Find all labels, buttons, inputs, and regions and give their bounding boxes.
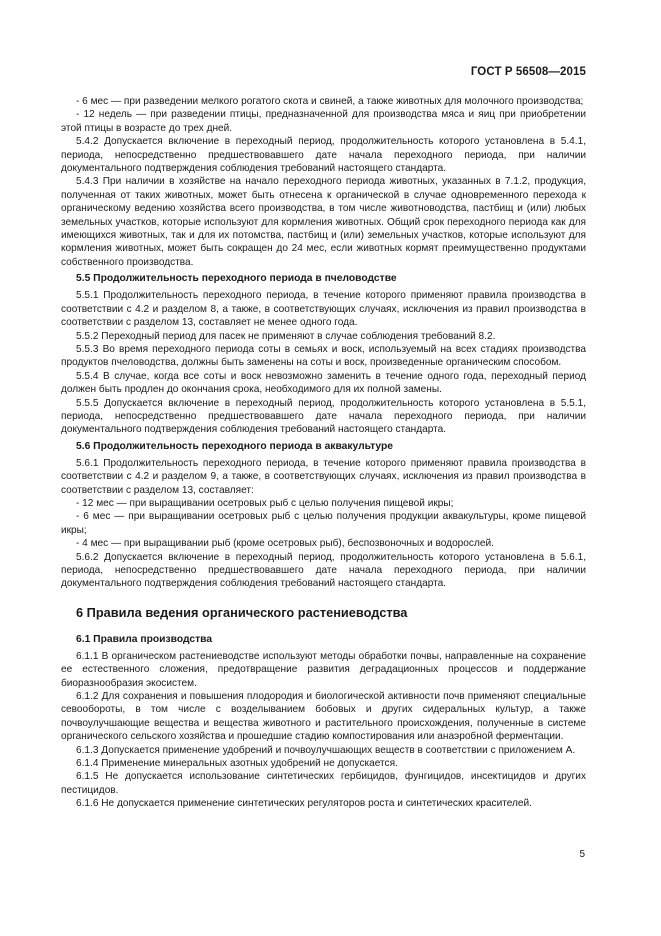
paragraph: 5.5.4 В случае, когда все соты и воск невозможно заменить в течение одного года, переходный период должен быть продлен до окончания срока, необходимого для их полной замены. (61, 370, 586, 396)
page-number: 5 (579, 849, 585, 860)
paragraph: 5.5.2 Переходный период для пасек не применяют в случае соблюдения требований 8.2. (76, 330, 496, 342)
standard-code-header: ГОСТ Р 56508—2015 (470, 66, 586, 78)
subsection-heading-5-5: 5.5 Продолжительность переходного периода в пчеловодстве (76, 273, 397, 285)
section-heading-6: 6 Правила ведения органического растениеводства (76, 604, 408, 620)
paragraph: 6.1.3 Допускается применение удобрений и почвоулучшающих веществ в соответствии с приложением А. (76, 744, 576, 756)
paragraph: - 6 мес — при разведении мелкого рогатого скота и свиней, а также животных для молочного производства; (76, 96, 584, 107)
paragraph: 6.1.4 Применение минеральных азотных удобрений не допускается. (76, 758, 398, 770)
paragraph: 5.5.1 Продолжительность переходного периода, в течение которого применяют правила производства в соответствии с 4.2 и разделом 8, а также, в соответствующих случаях, исключения из правил производства в соответствии с разделом 13, составляет не менее одного года. (61, 290, 586, 329)
paragraph: 5.4.3 При наличии в хозяйстве на начало переходного периода животных, указанных в 7.1.2, продукция, полученная от таких животных, может быть отнесена к органической в случае одновременного перехода к органическому ведению хозяйства всего производства, в том числе животноводства, пастбищ и (или) любых земельных участков, которые используют для кормления животных. Общий срок переходного периода как для имеющихся животных, так и для их потомства, пастбищ и (или) земельных участков, которые используют для кормления животных, может быть сокращен до 24 мес, если животных кормят преимущественно продуктами собственного производства. (61, 176, 586, 268)
subsection-heading-6-1: 6.1 Правила производства (76, 633, 213, 645)
list-item: - 4 мес — при выращивании рыб (кроме осетровых рыб), беспозвоночных и водорослей. (76, 538, 494, 550)
paragraph: 6.1.5 Не допускается использование синтетических гербицидов, фунгицидов, инсектицидов и других пестицидов. (61, 771, 586, 796)
paragraph: 5.6.1 Продолжительность переходного периода, в течение которого применяют правила производства в соответствии с 4.2 и разделом 9, а также, в соответствующих случаях, исключения из правил производства в соответствии с разделом 13, составляет: (61, 457, 586, 496)
paragraph: 5.4.2 Допускается включение в переходный период, продолжительность которого установлена в 5.4.1, периода, непосредственно предшествовавшего дате начала переходного периода, при наличии документального подтверждения соблюдения требований настоящего стандарта. (61, 136, 586, 175)
paragraph: - 12 недель — при разведении птицы, предназначенной для производства мяса и яиц при приобретении этой птицы в возрасте до трех дней. (61, 109, 586, 134)
paragraph: 5.5.3 Во время переходного периода соты в семьях и воск, используемый на всех стадиях производства продуктов пчеловодства, должны быть заменены на соты и воск, произведенные органическим способом. (61, 343, 586, 369)
subsection-heading-5-6: 5.6 Продолжительность переходного периода в аквакультуре (76, 440, 393, 452)
document-body (61, 95, 586, 811)
paragraph: 5.6.2 Допускается включение в переходный период, продолжительность которого установлена в 5.6.1, периода, непосредственно предшествовавшего дате начала переходного периода, при наличии документального подтверждения соблюдения требований настоящего стандарта. (61, 551, 586, 590)
paragraph: 6.1.1 В органическом растениеводстве используют методы обработки почвы, направленные на сохранение ее естественного сложения, предотвращение развития деградационных процессов и поддержание биоразнообразия экосистем. (61, 650, 586, 689)
paragraph: 6.1.6 Не допускается применение синтетических регуляторов роста и синтетических красителей. (76, 798, 532, 810)
paragraph: 5.5.5 Допускается включение в переходный период, продолжительность которого установлена в 5.5.1, периода, непосредственно предшествовавшего дате начала переходного периода, при наличии документального подтверждения соблюдения требований настоящего стандарта. (61, 397, 586, 436)
list-item: - 6 мес — при выращивании осетровых рыб с целью получения продукции аквакультуры, кроме пищевой икры; (61, 511, 586, 536)
list-item: - 12 мес — при выращивании осетровых рыб с целью получения пищевой икры; (76, 497, 454, 509)
paragraph: 6.1.2 Для сохранения и повышения плодородия и биологической активности почв применяют специальные севообороты, в том числе с возделыванием бобовых и других сидеральных культур, а также почвоулучшающие вещества и вещества животного и растительного происхождения, полученные в системе органического сельского хозяйства и прошедшие стадию компостирования или анаэробной ферментации. (61, 691, 586, 743)
